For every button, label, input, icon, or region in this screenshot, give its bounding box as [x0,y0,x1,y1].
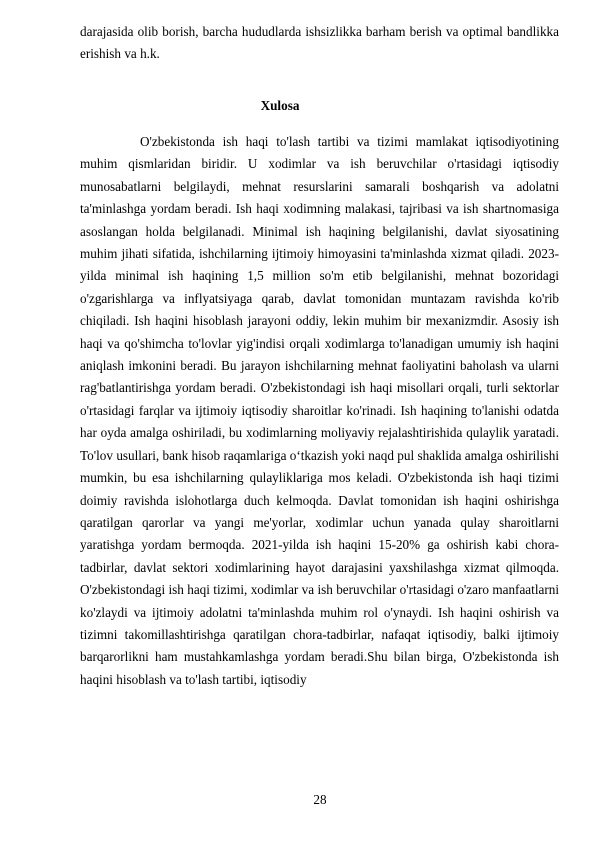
intro-paragraph: darajasida olib borish, barcha hududlarda ishsizlikka barham berish va optimal bandlikka erishish va h.k. [80,24,559,62]
page-number: 28 [313,792,327,807]
conclusion-paragraph: O'zbekistonda ish haqi to'lash tartibi va tizimi mamlakat iqtisodiyotining muhim qismlaridan biridir. U xodimlar va ish beruvchilar o'rtasidagi iqtisodiy munosabatlarni belgilaydi, mehnat resurslarini samarali boshqarish va adolatni ta'minlashga yordam beradi. Ish haqi xodimning malakasi, tajribasi va ish shartnomasiga asoslangan holda belgilanadi. Minimal ish haqining belgilanishi, davlat siyosatining muhim jihati sifatida, ishchilarning ijtimoiy himoyasini ta'minlashda xizmat qiladi. 2023-yilda minimal ish haqining 1,5 million so'm etib belgilanishi, mehnat bozoridagi o'zgarishlarga va inflyatsiyaga qarab, davlat tomonidan muntazam ravishda ko'rib chiqiladi. Ish haqini hisoblash jarayoni oddiy, lekin muhim bir mexanizmdir. Asosiy ish haqi va qo'shimcha to'lovlar yig'indisi orqali xodimlarga to'lanadigan umumiy ish haqini aniqlash imkonini beradi. Bu jarayon ishchilarning mehnat faoliyatini baholash va ularni rag'batlantirishga yordam beradi. O'zbekistondagi ish haqi misollari orqali, turli sektorlar o'rtasidagi farqlar va ijtimoiy iqtisodiy sharoitlar ko'rinadi. Ish haqining to'lanishi odatda har oyda amalga oshiriladi, bu xodimlarning moliyaviy rejalashtirishida qulaylik yaratadi. To'lov usullari, bank hisob raqamlariga o‘tkazish yoki naqd pul shaklida amalga oshirilishi mumkin, bu esa ishchilarning qulayliklariga mos keladi. O'zbekistonda ish haqi tizimi doimiy ravishda islohotlarga duch kelmoqda. Davlat tomonidan ish haqini oshirishga qaratilgan qarorlar va yangi me'yorlar, xodimlar uchun yanada qulay sharoitlarni yaratishga yordam bermoqda. 2021-yilda ish haqini 15-20% ga oshirish kabi chora-tadbirlar, davlat sektori xodimlarining hayot darajasini yaxshilashga xizmat qilmoqda. O'zbekistondagi ish haqi tizimi, xodimlar va ish beruvchilar o'rtasidagi o'zaro manfaatlarni ko'zlaydi va ijtimoiy adolatni ta'minlashda muhim rol o'ynaydi. Ish haqini oshirish va tizimni takomillashtirishga qaratilgan chora-tadbirlar, nafaqat iqtisodiy, balki ijtimoiy barqarorlikni ham mustahkamlashga yordam beradi.Shu bilan birga, O'zbekistonda ish haqini hisoblash va to'lash tartibi, iqtisodiy [80,134,559,687]
section-heading: Xulosa [260,98,300,113]
